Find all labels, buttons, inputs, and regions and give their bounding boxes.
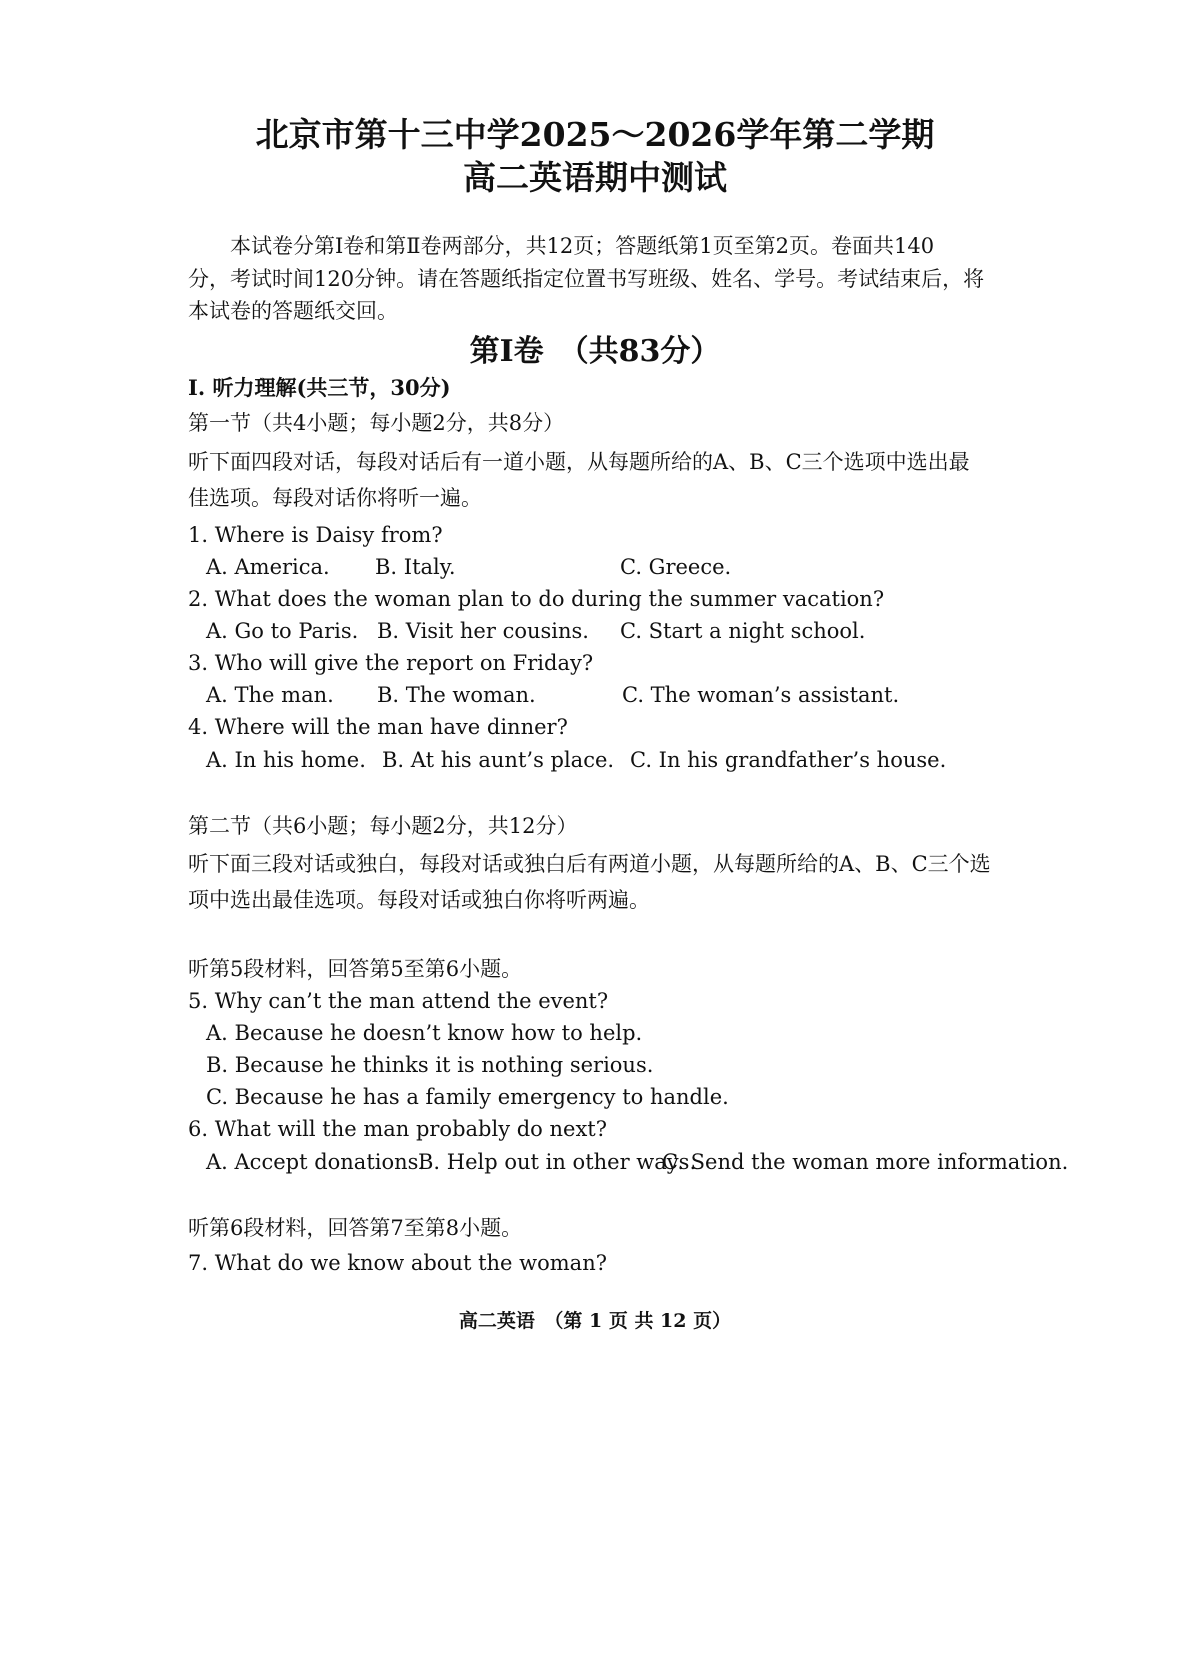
question-5-stem: 5. Why can’t the man attend the event? <box>188 989 609 1013</box>
section2-instr-line1: 听下面三段对话或独白，每段对话或独白后有两道小题，从每题所给的A、B、C三个选 <box>188 852 991 876</box>
intro-line2: 分，考试时间120分钟。请在答题纸指定位置书写班级、姓名、学号。考试结束后，将 <box>188 267 985 291</box>
question-2-option-b: B. Visit her cousins. <box>377 619 589 643</box>
intro-line1: 本试卷分第Ⅰ卷和第Ⅱ卷两部分，共12页；答题纸第1页至第2页。卷面共140 <box>230 234 935 258</box>
material-5-heading: 听第5段材料，回答第5至第6小题。 <box>188 957 523 981</box>
material-6-heading: 听第6段材料，回答第7至第8小题。 <box>188 1216 523 1240</box>
section1-instr-line2: 佳选项。每段对话你将听一遍。 <box>188 486 482 510</box>
question-3-option-b: B. The woman. <box>377 683 536 707</box>
section1-heading: 第一节（共4小题；每小题2分，共8分） <box>188 411 565 435</box>
question-1-stem: 1. Where is Daisy from? <box>188 523 443 547</box>
question-7-stem: 7. What do we know about the woman? <box>188 1251 607 1275</box>
section2-heading: 第二节（共6小题；每小题2分，共12分） <box>188 814 578 838</box>
question-6-option-c: C. Send the woman more information. <box>662 1150 1069 1174</box>
question-2-stem: 2. What does the woman plan to do during the summer vacation? <box>188 587 885 611</box>
question-4-option-a: A. In his home. <box>206 748 366 772</box>
section1-instr-line1: 听下面四段对话，每段对话后有一道小题，从每题所给的A、B、C三个选项中选出最 <box>188 450 970 474</box>
exam-title-line2: 高二英语期中测试 <box>463 158 727 197</box>
question-1-option-c: C. Greece. <box>620 555 732 579</box>
question-5-option-a: A. Because he doesn’t know how to help. <box>206 1021 643 1045</box>
question-4-stem: 4. Where will the man have dinner? <box>188 715 568 739</box>
question-6-option-b: B. Help out in other ways. <box>418 1150 697 1174</box>
question-2-option-c: C. Start a night school. <box>620 619 866 643</box>
part1-heading: Ⅰ. 听力理解(共三节，30分) <box>188 375 451 400</box>
volume1-title: 第Ⅰ卷 （共83分） <box>469 334 721 369</box>
question-3-option-c: C. The woman’s assistant. <box>622 683 900 707</box>
page-footer: 高二英语 （第 1 页 共 12 页） <box>458 1310 732 1332</box>
question-1-option-a: A. America. <box>206 555 330 579</box>
section2-instr-line2: 项中选出最佳选项。每段对话或独白你将听两遍。 <box>188 888 650 912</box>
question-3-stem: 3. Who will give the report on Friday? <box>188 651 594 675</box>
question-5-option-c: C. Because he has a family emergency to handle. <box>206 1085 729 1109</box>
question-5-option-b: B. Because he thinks it is nothing serious. <box>206 1053 654 1077</box>
question-2-option-a: A. Go to Paris. <box>206 619 359 643</box>
question-3-option-a: A. The man. <box>206 683 334 707</box>
exam-title-line1: 北京市第十三中学2025～2026学年第二学期 <box>255 115 935 154</box>
question-1-option-b: B. Italy. <box>375 555 456 579</box>
question-4-option-c: C. In his grandfather’s house. <box>630 748 947 772</box>
question-4-option-b: B. At his aunt’s place. <box>382 748 615 772</box>
intro-line3: 本试卷的答题纸交回。 <box>188 299 398 323</box>
question-6-option-a: A. Accept donations. <box>206 1150 426 1174</box>
question-6-stem: 6. What will the man probably do next? <box>188 1117 607 1141</box>
